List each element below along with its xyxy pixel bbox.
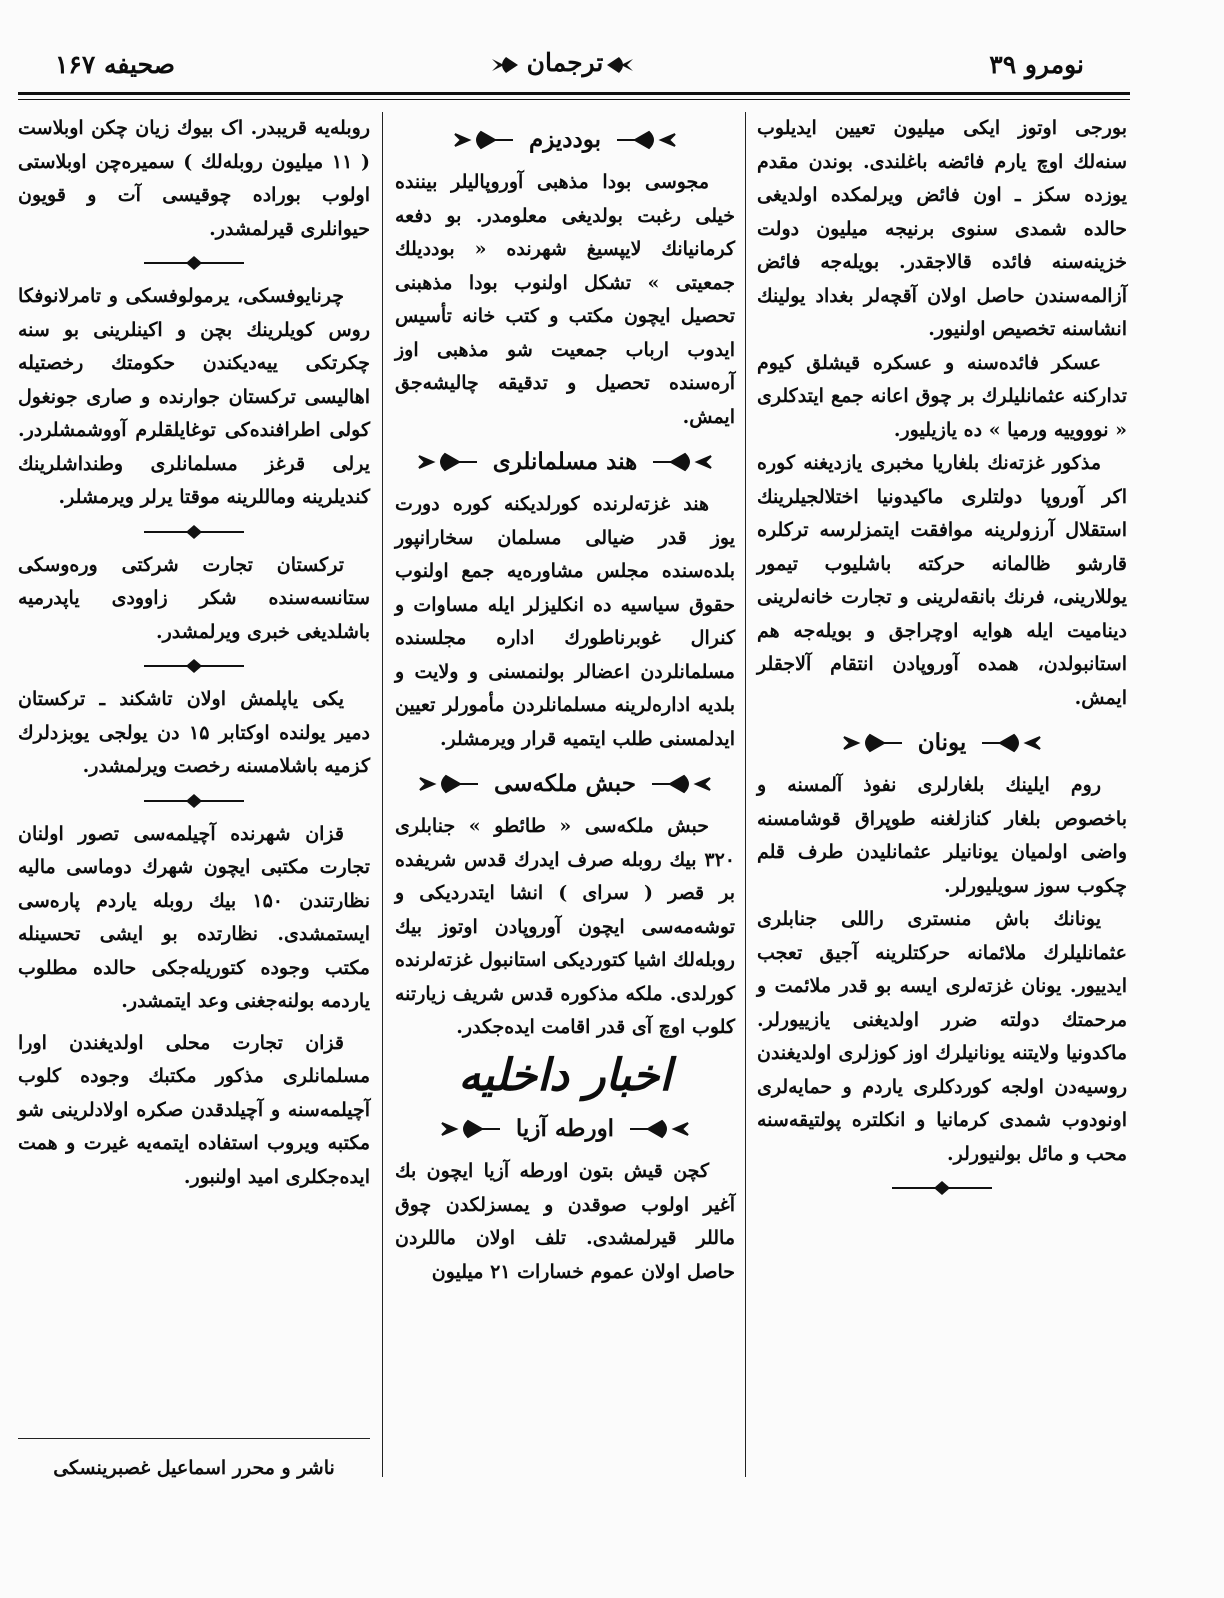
ornament-icon [438,1118,502,1140]
right-column [757,112,1127,1205]
section-heading [395,762,735,806]
article-paragraph: مجوسی بودا مذهبی آوروپالیلر بیننده خیلی رغبت بولدیغی معلومدر. بو دفعه کرمانیانك لایپسیغ شهرنده « بوددیلك جمعیتی » تشکل اولنوب بودا مذهبنی تحصیل ایچون مکتب و کتب خانه تأسیس ایدوب ارباب جمعیت شو مذهبی اوز آره‌سنده تحصیل و تدقیقه چالیشه‌جق ایمش. [395,171,735,428]
newspaper-title: ترجمان [526,48,604,77]
ornament-icon [415,451,479,473]
separator [18,649,370,683]
article-paragraph: هند غزته‌لرنده کورلدیکنه کوره دورت یوز قدر ضیالی مسلمان سخارانپور بلده‌سنده مجلس مشاوره‌یه جمع اولنوب حقوق سیاسیه ده انکلیزلر ایله مساوات و کنرال غوبرناطورك اداره مجلسنده مسلمانلردن اعضالر بولنمسنی و ولایت و بلدیه اداره‌لرینه مسلمانلردن مأمورلر تعیین ایدلمسنی طلب ایتمیه قرار ویرمشلر. [395,493,735,750]
article-paragraph: ترکستان تجارت شرکتی وره‌وسکی ستانسه‌سنده شکر زاوودی یاپدرمیه باشلدیغی خبری ویرلمشدر. [18,553,370,643]
ornament-icon [451,129,515,151]
publisher-footer: ناشر و محرر اسماعیل غصبرینسکی [18,1438,370,1479]
ornament-icon [628,1118,692,1140]
section-heading [395,1107,735,1151]
column-divider [382,112,383,1477]
diamond-separator-icon [882,1180,1002,1196]
separator [18,515,370,549]
ornament-icon [416,773,480,795]
header-rule-thin [18,99,1130,100]
article-paragraph: قزان شهرنده آچیلمه‌سی تصور اولنان تجارت مکتبی ایچون شهرك دوماسی مالیه نظارتندن ۱۵۰ بیك روبله یاردم پاره‌سی ایستمشدی. نظارتده بو ایشی تحسینله مکتب وجوده کتوریله‌جکی حالده مطلوب یاردمه بولنه‌جغنی وعد ایتمشدر. [18,822,370,1012]
header-rule [18,92,1130,95]
ornament-icon [615,129,679,151]
column-divider [745,112,746,1477]
page-number: صحیفه ۱۶۷ [55,50,175,79]
heading-text: هند مسلمانلری [492,448,638,476]
heading-text: بوددیزم [528,126,602,154]
section-title-text: اخبار داخلیه [458,1049,672,1101]
ornament-icon [651,451,715,473]
ornament-icon [605,54,637,76]
article-paragraph: عسکر فائده‌سنه و عسکره قیشلق کیوم تدارکنه عثمانلیلرك بر چوق اعانه جمع ایتدکلری « نوووییه ورمیا » ده یازیلیور. [757,351,1127,441]
article-paragraph: بورجی اوتوز ایکی میلیون تعیین ایدیلوب سنه‌لك اوچ یارم فائضه باغلندی. بوندن مقدم یوزده سکز ـ اون فائض ویرلمکده اولدیغی حالده شمدی سنوی برنیجه میلیون دولت خزینه‌سنه فائده قالاجقدر. بویله‌جه فائض آزالمه‌سندن حاصل اولان آقچه‌لر بغداد یولینك انشاسنه تخصیص اولنیور. [757,117,1127,340]
section-heading [395,440,735,484]
article-paragraph: روبله‌یه قریبدر. اک بیوك زیان چکن اوبلاست ( ۱۱ میلیون روبله‌لك ) سمیره‌چن اوبلاستی اولوب بوراده چوقیسی آت و قویون حیوانلری قیرلمشدر. [18,117,370,240]
article-paragraph: حبش ملکه‌سی « طائطو » جنابلری ۳۲۰ بیك روبله صرف ایدرك قدس شریفده بر قصر ( سرای ) انشا ایتدردیکی و توشه‌مه‌سی ایچون آوروپادن اوتوز بیك روبله‌لك اشیا کتوردیکی استانبول غزته‌لرنده کورلدی. ملکه مذکوره قدس شریف زیارتنه کلوب اوچ آی قدر اقامت ایده‌جکدر. [395,815,735,1038]
ornament-icon [980,732,1044,754]
heading-text: اورطه آزیا [515,1115,615,1143]
article-paragraph: مذکور غزته‌نك بلغاریا مخبری یازدیغنه کوره اکر آوروپا دولتلری ماکیدونیا اختلالجیلرینك استقلال آرزولرینه موافقت ایتمزلرسه ترکلره قارشو ظالمانه حرکته باشلیوب تیمور یوللارینی، فرنك بانقه‌لرینی و تجارت خانه‌لرینی دینامیت ایله هوایه اوچراجق و بویله‌جه هم استانبولدن، همده آوروپادن انتقام آلاجقلر ایمش. [757,452,1127,709]
article-paragraph: روم ایلینك بلغارلری نفوذ آلمسنه و باخصوص بلغار کنازلغنه طوپراق قوشامسنه واضی اولمیان یونانیلر عثمانلیدن طرف قلم چکوب سوز سویلیورلر. [757,774,1127,897]
heading-text: یونان [917,729,967,757]
issue-number: نومرو ۳۹ [989,50,1084,79]
left-column [18,112,370,1194]
article-paragraph: کچن قیش بتون اورطه آزیا ایچون بك آغیر اولوب صوقدن و یمسزلکدن چوق ماللر قیرلمشدی. تلف اولان ماللردن حاصل اولان عموم خسارات ۲۱ میلیون [395,1160,735,1283]
separator [757,1171,1127,1205]
ornament-icon [840,732,904,754]
diamond-separator-icon [134,255,254,271]
diamond-separator-icon [134,524,254,540]
section-heading [395,118,735,162]
separator [18,246,370,280]
section-title [395,1049,735,1102]
article-paragraph: یونانك باش منستری راللی جنابلری عثمانلیلرك ملائمانه حرکتلرینه آجیق تعجب ایدییور. یونان غزته‌لری ایسه بو قدر ملائمت و مرحمتك دولته ضرر اولدیغنی یازییورلر. ماکدونیا ولایتنه یونانیلرك اوز کوزلری اولدیغندن روسیه‌دن اولجه کوردکلری یاردم و حمایه‌لری اونودوب شمدی کرمانیا و انکلتره پولتیقه‌سنه محب و مائل بولنیورلر. [757,908,1127,1165]
diamond-separator-icon [134,793,254,809]
diamond-separator-icon [134,658,254,674]
article-paragraph: چرنایوفسکی، یرمولوفسکی و تامرلانوفکا روس کویلرینك بچن و اکینلرینی بو سنه چکرتکی ییه‌دیکندن حکومتك رخصتیله اهالیسی ترکستان جوارنده و صاری جونغول کولی اطرافنده‌کی توغایلقلرم آووشمشلردر. یرلی قرغز مسلمانلری وطنداشلرینك کندیلرینه وماللرینه موقتا یرلر ویرمشلر. [18,285,370,508]
article-paragraph: قزان تجارت محلی اولدیغندن اورا مسلمانلری مذکور مکتبك وجوده کلوب آچیلمه‌سنه و آچیلدقدن صکره اولادلرینی شو مکتبه ویروب استفاده ایتمه‌یه غیرت و همت ایده‌جکلری امید اولنبور. [18,1031,370,1188]
article-paragraph: یکی یاپلمش اولان تاشکند ـ ترکستان دمیر یولنده اوکتابر ۱۵ دن یولجی یوبزدلرك کزمیه باشلامسنه رخصت ویرلمشدر. [18,688,370,777]
section-heading [757,721,1127,765]
page-header [0,40,1224,100]
separator [18,784,370,818]
heading-text: حبش ملکه‌سی [494,770,636,798]
ornament-icon [650,773,714,795]
middle-column [395,112,735,1289]
